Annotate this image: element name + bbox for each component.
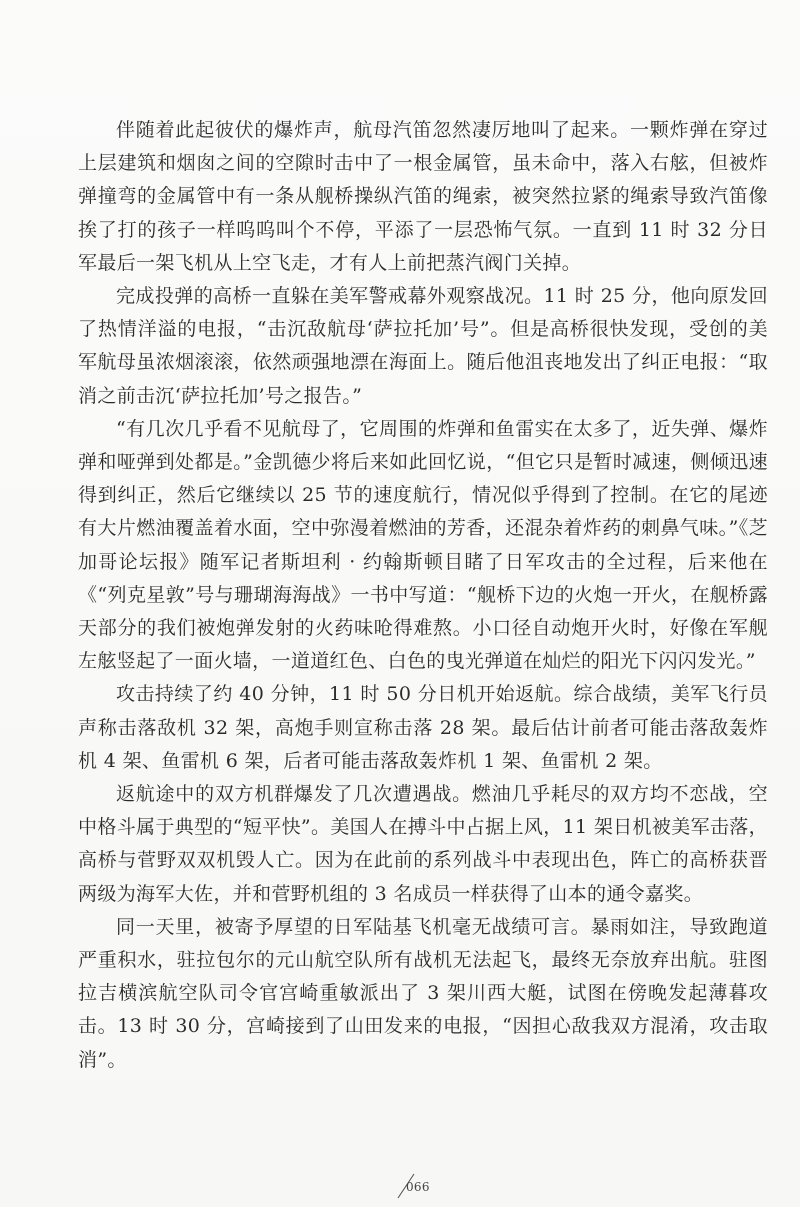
- paragraph-3: “有几次几乎看不见航母了，它周围的炸弹和鱼雷实在太多了，近失弹、爆炸弹和哑弹到处都是。”金凯德少将后来如此回忆说，“但它只是暂时减速，侧倾迅速得到纠正，然后它继续以 25 节的速度航行，情况似乎得到了控制。在它的尾迹有大片燃油覆盖着水面，空中弥漫着燃油的芳香，还混杂着炸药的刺鼻气味。”《芝加哥论坛报》随军记者斯坦利 · 约翰斯顿目睹了日军攻击的全过程，后来他在《“列克星敦”号与珊瑚海海战》一书中写道：“舰桥下边的火炮一开火，在舰桥露天部分的我们被炮弹发射的火药味呛得难熬。小口径自动炮开火时，好像在军舰左舷竖起了一面火墙，一道道红色、白色的曳光弹道在灿烂的阳光下闪闪发光。”: [78, 417, 768, 673]
- paragraph-5: 返航途中的双方机群爆发了几次遭遇战。燃油几乎耗尽的双方均不恋战，空中格斗属于典型的“短平快”。美国人在搏斗中占据上风，11 架日机被美军击落，高桥与菅野双双机毁人亡。因为在此前的系列战斗中表现出色，阵亡的高桥获晋两级为海军大佐，并和菅野机组的 3 名成员一样获得了山本的通令嘉奖。: [78, 783, 768, 905]
- paragraph-4: 攻击持续了约 40 分钟，11 时 50 分日机开始返航。综合战绩，美军飞行员声称击落敌机 32 架，高炮手则宣称击落 28 架。最后估计前者可能击落敌轰炸机 4 架、鱼雷机 6 架，后者可能击落敌轰炸机 1 架、鱼雷机 2 架。: [78, 683, 768, 772]
- page-number: 066: [406, 1180, 430, 1194]
- page-footer: [392, 1170, 452, 1202]
- paragraph-1: 伴随着此起彼伏的爆炸声，航母汽笛忽然凄厉地叫了起来。一颗炸弹在穿过上层建筑和烟囱之间的空隙时击中了一根金属管，虽未命中，落入右舷，但被炸弹撞弯的金属管中有一条从舰桥操纵汽笛的绳索，被突然拉紧的绳索导致汽笛像挨了打的孩子一样呜呜叫个不停，平添了一层恐怖气氛。一直到 11 时 32 分日军最后一架飞机从上空飞走，才有人上前把蒸汽阀门关掉。: [78, 119, 768, 274]
- paragraph-6: 同一天里，被寄予厚望的日军陆基飞机毫无战绩可言。暴雨如注，导致跑道严重积水，驻拉包尔的元山航空队所有战机无法起飞，最终无奈放弃出航。驻图拉吉横滨航空队司令官宫崎重敏派出了 3 架川西大艇，试图在傍晚发起薄暮攻击。13 时 30 分，宫崎接到了山田发来的电报，“因担心敌我双方混淆，攻击取消”。: [78, 915, 768, 1071]
- body-text: [78, 114, 768, 1077]
- paragraph-2: 完成投弹的高桥一直躲在美军警戒幕外观察战况。11 时 25 分，他向原发回了热情洋溢的电报，“击沉敌航母‘萨拉托加’号”。但是高桥很快发现，受创的美军航母虽浓烟滚滚，依然顽强地漂在海面上。随后他沮丧地发出了纠正电报：“取消之前击沉‘萨拉托加’号之报告。”: [78, 285, 768, 407]
